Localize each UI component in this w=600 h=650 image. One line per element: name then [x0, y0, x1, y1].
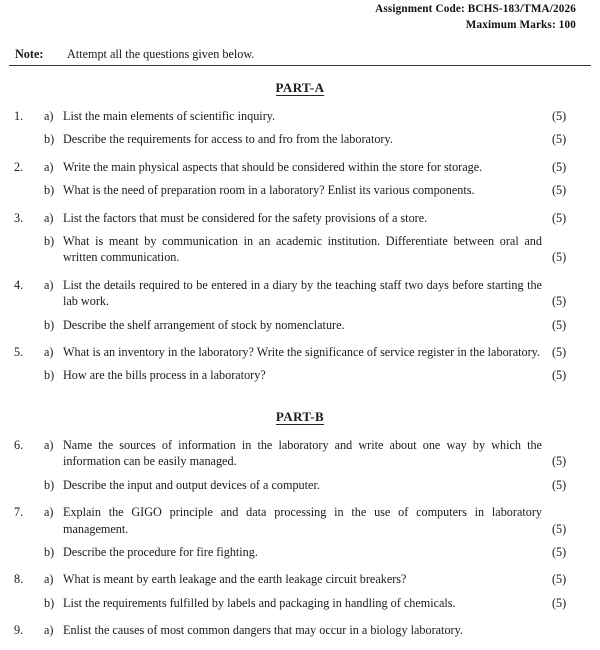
question-block	[12, 108, 588, 148]
question-text: Explain the GIGO principle and data processing in the use of computers in laboratory management.	[63, 505, 542, 536]
question-number: 2.	[14, 159, 24, 174]
question-sub-letter: b)	[44, 183, 55, 198]
document-header	[12, 0, 588, 33]
question-sub-letter: b)	[44, 595, 55, 610]
question-text: What is the need of preparation room in a laboratory? Enlist its various components.	[63, 183, 475, 198]
question-row	[12, 182, 588, 198]
question-sub-letter: a)	[44, 277, 54, 292]
question-sub-letter: a)	[44, 623, 54, 638]
question-text: How are the bills process in a laboratory?	[63, 368, 266, 383]
question-block	[12, 571, 588, 611]
question-row	[12, 159, 588, 175]
question-spacer	[12, 391, 588, 395]
question-sub-letter: b)	[44, 234, 55, 249]
question-text: Enlist the causes of most common dangers that may occur in a biology laboratory.	[63, 623, 463, 638]
question-sub-letter: b)	[44, 132, 55, 147]
part-heading-label: PART-A	[275, 80, 325, 95]
question-number: 5.	[14, 345, 24, 360]
question-row	[12, 344, 588, 360]
question-block	[12, 622, 588, 638]
part-heading-label: PART-B	[275, 408, 325, 424]
note-label: Note:	[15, 47, 44, 61]
question-sub-letter: b)	[44, 544, 55, 559]
parts-container	[12, 80, 588, 650]
question-text: Write the main physical aspects that should be considered within the store for storage.	[63, 159, 483, 174]
question-text: Describe the procedure for fire fighting.	[63, 544, 258, 559]
question-text: List the main elements of scientific inquiry.	[63, 109, 276, 123]
question-row	[12, 437, 588, 470]
question-row	[12, 367, 588, 383]
question-number: 1.	[14, 109, 24, 123]
question-text: Describe the shelf arrangement of stock by nomenclature.	[63, 317, 345, 332]
question-row	[12, 210, 588, 226]
question-number: 7.	[14, 505, 24, 520]
question-text: List the requirements fulfilled by labels and packaging in handling of chemicals.	[63, 595, 456, 610]
note-row	[12, 47, 588, 62]
question-sub-letter: b)	[44, 368, 55, 383]
question-marks: (5)	[552, 294, 567, 309]
question-row	[12, 108, 588, 124]
part-heading	[12, 80, 588, 96]
question-sub-letter: b)	[44, 317, 55, 332]
question-row	[12, 131, 588, 147]
question-row	[12, 544, 588, 560]
note-text: Attempt all the questions given below.	[67, 47, 255, 61]
question-marks: (5)	[552, 317, 567, 332]
question-block	[12, 504, 588, 560]
assignment-code: Assignment Code: BCHS-183/TMA/2026	[375, 3, 576, 15]
question-text: What is an inventory in the laboratory? Write the significance of service register in the laboratory.	[63, 345, 541, 360]
question-marks: (5)	[552, 521, 567, 536]
question-text: List the details required to be entered in a diary by the teaching staff two days before starting the lab work.	[63, 277, 542, 309]
question-marks: (5)	[552, 132, 567, 147]
question-text: Describe the requirements for access to and fro from the laboratory.	[63, 132, 393, 147]
question-row	[12, 595, 588, 611]
question-sub-letter: b)	[44, 477, 55, 492]
question-row	[12, 317, 588, 333]
question-sub-letter: a)	[44, 437, 54, 452]
question-number: 9.	[14, 623, 24, 638]
question-text: Name the sources of information in the laboratory and write about one way by which the information can be easily managed.	[63, 437, 542, 469]
question-marks: (5)	[552, 210, 567, 225]
question-text: List the factors that must be considered for the safety provisions of a store.	[63, 210, 428, 225]
question-marks: (5)	[552, 595, 567, 610]
question-marks: (5)	[552, 544, 567, 559]
question-marks: (5)	[552, 368, 567, 383]
question-sub-letter: a)	[44, 345, 54, 360]
question-row	[12, 277, 588, 310]
question-marks: (5)	[552, 183, 567, 198]
question-number: 4.	[14, 277, 24, 292]
question-marks: (5)	[552, 477, 567, 492]
question-marks: (5)	[552, 345, 567, 360]
question-text: What is meant by earth leakage and the earth leakage circuit breakers?	[63, 572, 407, 587]
question-spacer	[12, 646, 588, 650]
question-text: What is meant by communication in an academic institution. Differentiate between oral and written communication.	[63, 234, 542, 265]
question-sub-letter: a)	[44, 109, 54, 123]
question-sub-letter: a)	[44, 159, 54, 174]
question-row	[12, 477, 588, 493]
question-marks: (5)	[552, 454, 567, 469]
header-divider	[9, 65, 591, 66]
question-sub-letter: a)	[44, 572, 54, 587]
question-number: 3.	[14, 210, 24, 225]
question-text: Describe the input and output devices of a computer.	[63, 477, 320, 492]
question-row	[12, 233, 588, 266]
question-sub-letter: a)	[44, 505, 54, 520]
question-number: 8.	[14, 572, 24, 587]
part-heading	[12, 409, 588, 425]
question-marks: (5)	[552, 572, 567, 587]
maximum-marks: Maximum Marks: 100	[465, 18, 576, 31]
question-sub-letter: a)	[44, 210, 54, 225]
question-number: 6.	[14, 437, 24, 452]
question-block	[12, 344, 588, 384]
question-row	[12, 504, 588, 537]
question-row	[12, 622, 588, 638]
question-row	[12, 571, 588, 587]
question-block	[12, 159, 588, 199]
question-marks: (5)	[552, 159, 567, 174]
question-block	[12, 277, 588, 333]
question-marks: (5)	[552, 109, 567, 123]
question-block	[12, 210, 588, 266]
question-marks: (5)	[552, 250, 567, 265]
question-block	[12, 437, 588, 493]
